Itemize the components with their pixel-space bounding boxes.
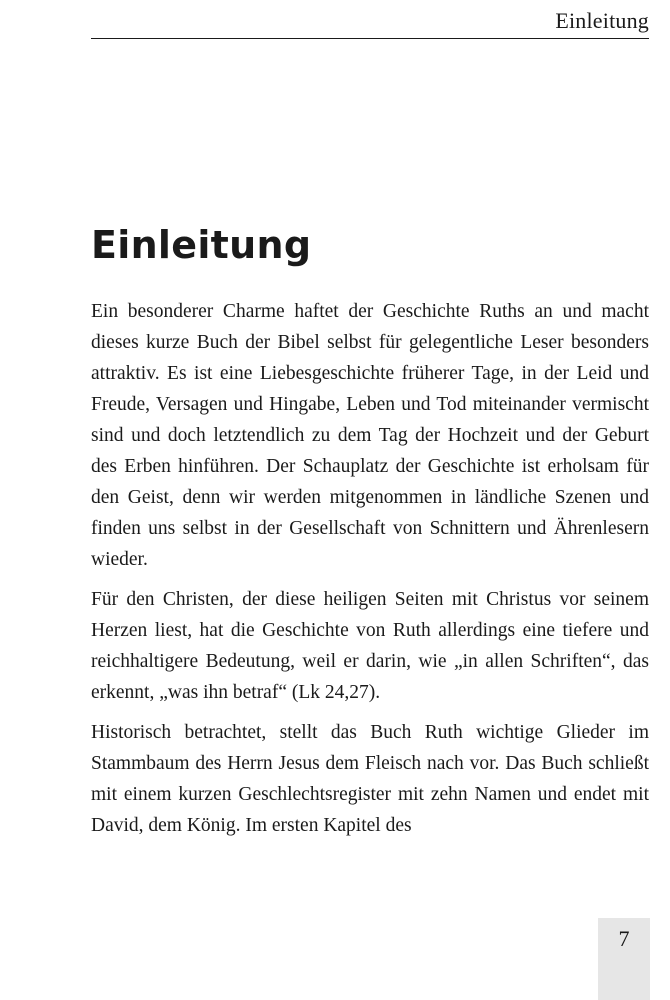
chapter-title: Einleitung xyxy=(91,223,312,267)
paragraph: Historisch betrachtet, stellt das Buch Ruth wichtige Glieder im Stammbaum des Herrn Jesus dem Fleisch nach vor. Das Buch schließt mit einem kurzen Geschlechtsregister mit zehn Namen und endet mit David, dem König. Im ersten Kapitel des xyxy=(91,722,649,836)
paragraph: Ein besonderer Charme haftet der Geschichte Ruths an und macht dieses kurze Buch der Bibel selbst für gelegentliche Leser besonders attraktiv. Es ist eine Liebesgeschichte früherer Tage, in der Leid und Freude, Versagen und Hingabe, Leben und Tod miteinander vermischt sind und doch letztendlich zu dem Tag der Hochzeit und der Geburt des Erben hinführen. Der Schauplatz der Geschichte ist erholsam für den Geist, denn wir werden mitgenommen in ländliche Szenen und finden uns selbst in der Gesellschaft von Schnittern und Ährenlesern wieder. xyxy=(91,301,649,570)
paragraph: Für den Christen, der diese heiligen Seiten mit Christus vor seinem Herzen liest, hat die Geschichte von Ruth allerdings eine tiefere und reichhaltigere Bedeutung, weil er darin, wie „in allen Schriften“, das erkennt, „was ihn betraf“ (Lk 24,27). xyxy=(91,589,649,703)
page-number-tab xyxy=(598,918,650,1000)
page-number: 7 xyxy=(618,926,630,951)
running-header-title: Einleitung xyxy=(555,8,649,33)
body-text xyxy=(91,296,649,850)
running-header xyxy=(91,0,649,39)
